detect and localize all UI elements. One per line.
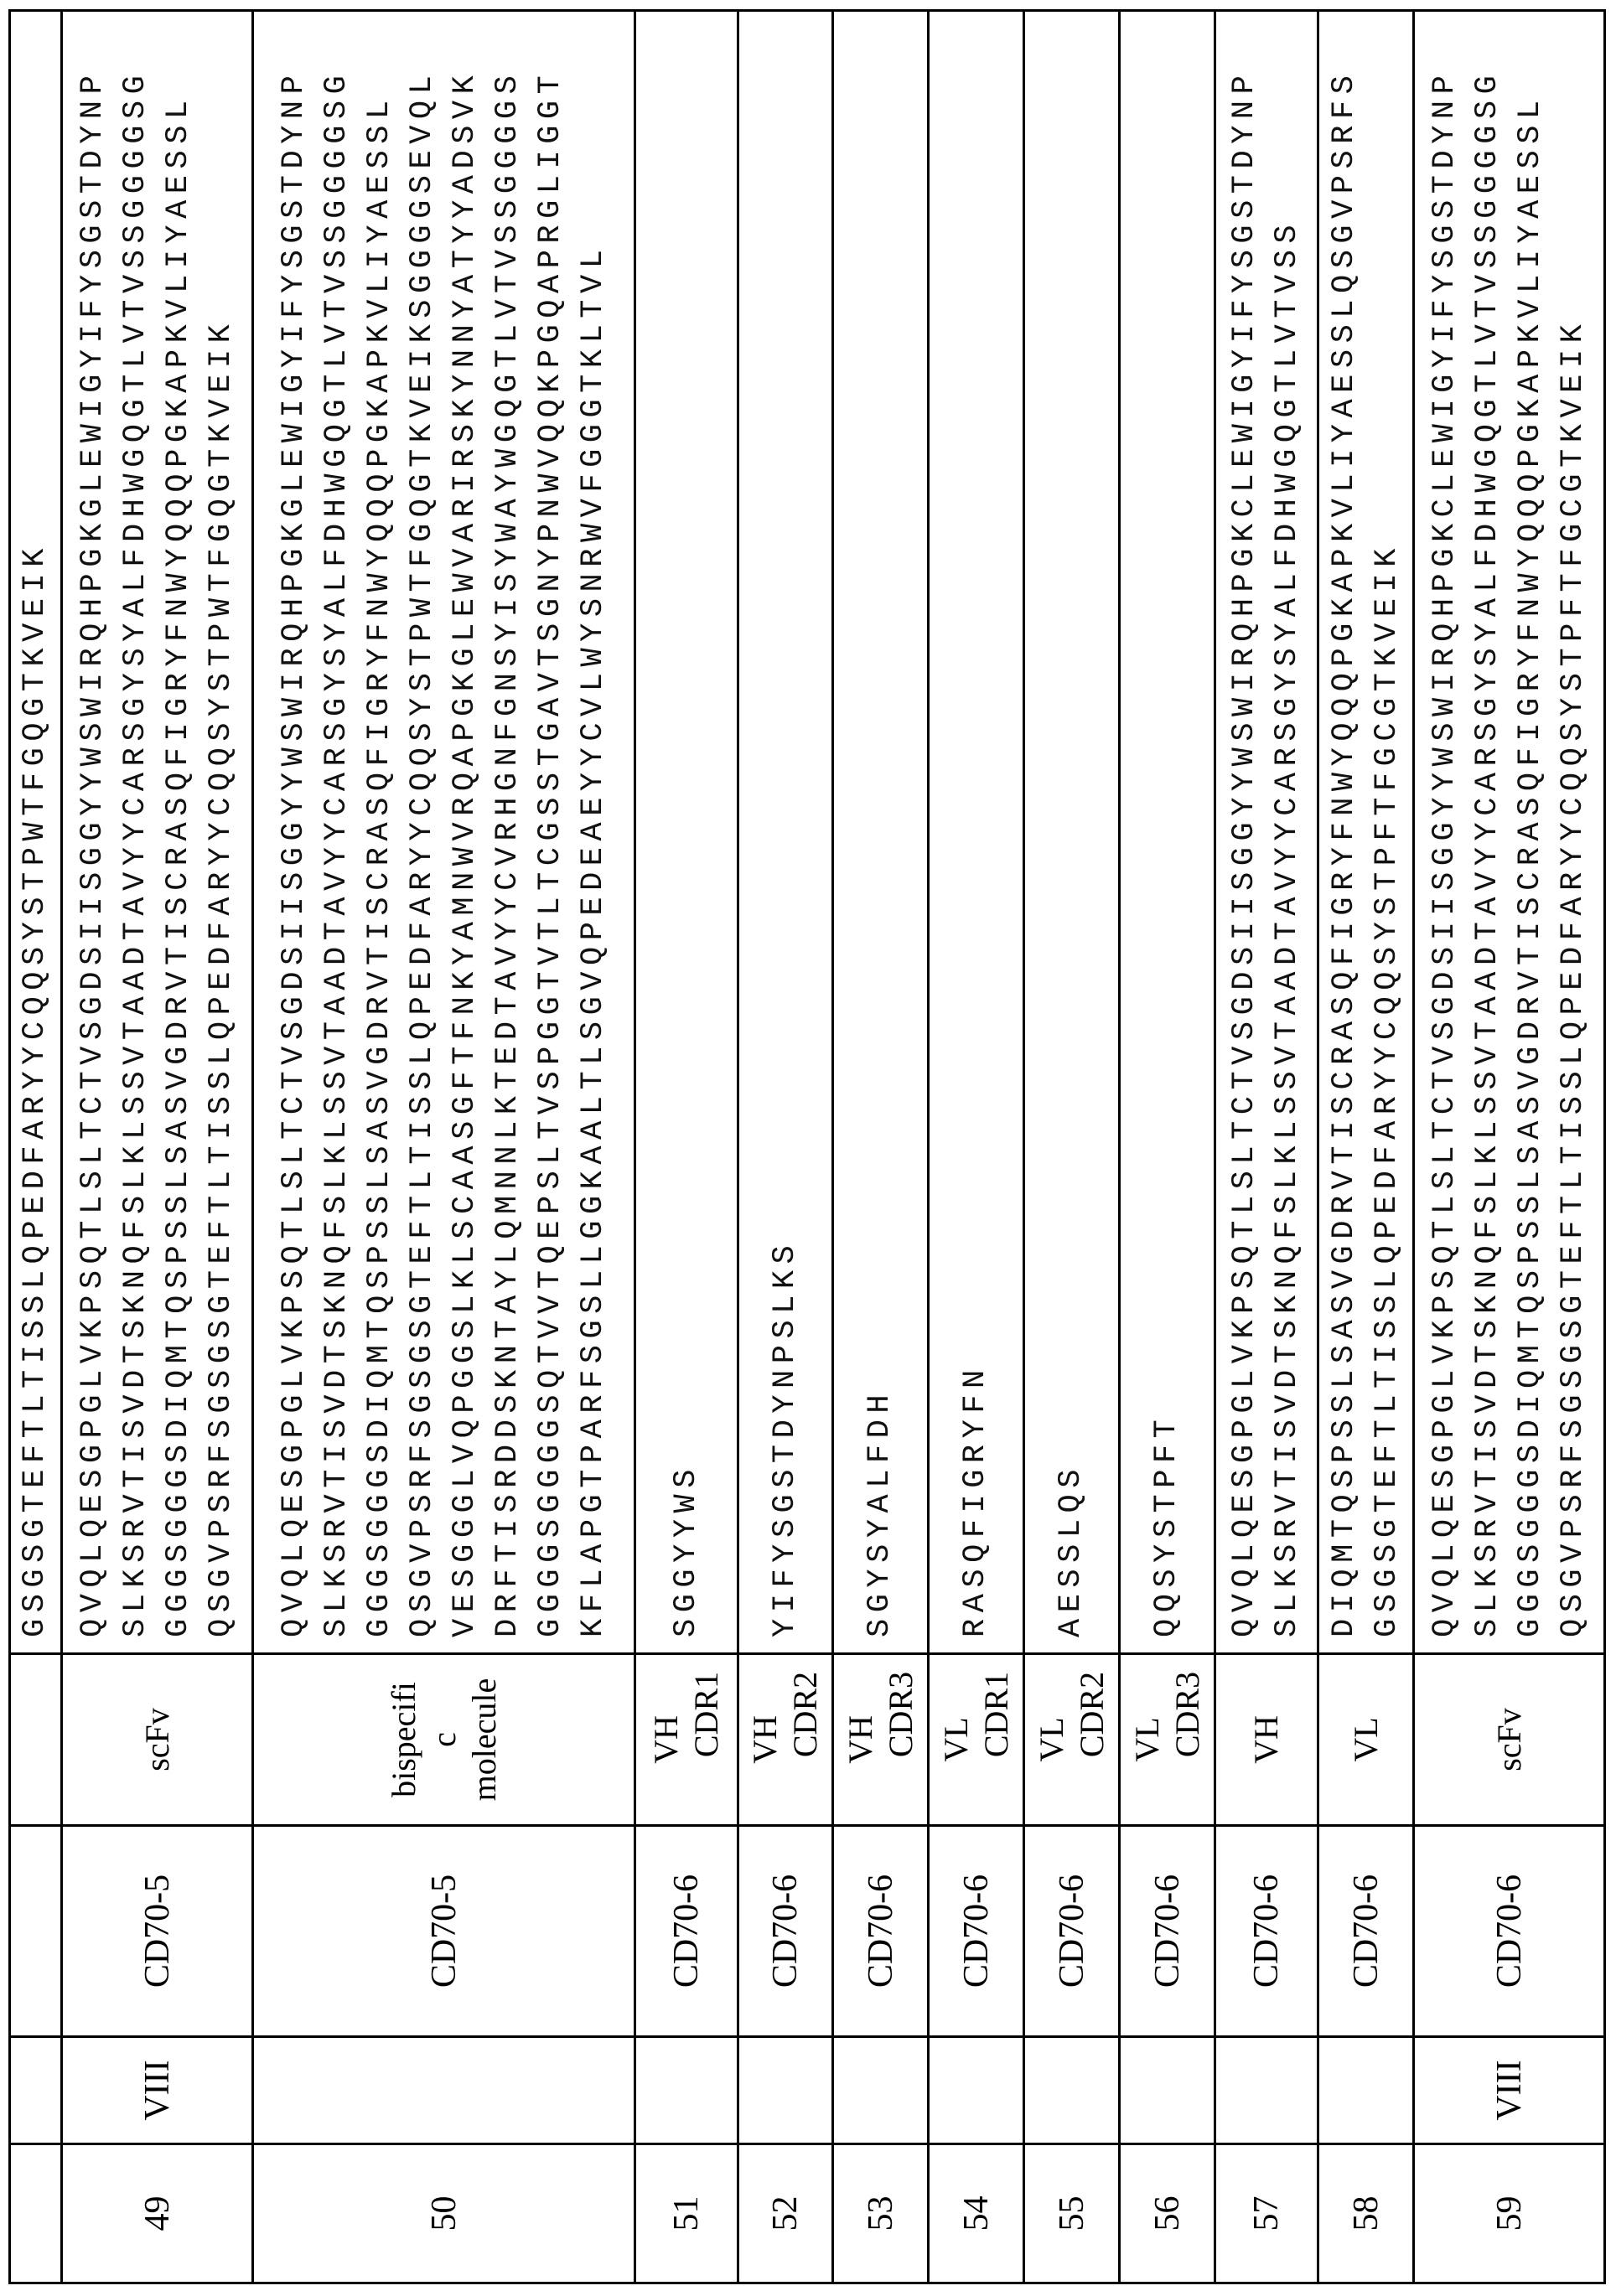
group-label xyxy=(1024,2037,1120,2144)
molecule-type xyxy=(62,1654,253,1826)
amino-acid-sequence xyxy=(738,11,833,1654)
molecule-type-line: CDR3 xyxy=(881,1655,921,1824)
sequence-line: QVQLQESGPGLVKPSQTLSLTCTVSGDSIISGGYYWSWIRQHPGKCLEWIGYIFYSGSTDYNP xyxy=(1424,12,1467,1637)
molecule-type xyxy=(833,1654,929,1826)
molecule-type-line: VL xyxy=(1127,1655,1168,1824)
sequence-line: SLKSRVTISVDTSKNQFSLKLSSVTAADTAVYYCARSGYSYALFDHWGQGTLVTVSSGGGGSG xyxy=(1467,12,1510,1637)
molecule-type-line: bispecifi xyxy=(384,1655,424,1824)
molecule-type xyxy=(253,1654,635,1826)
seq-id-number: 58 xyxy=(1318,2144,1414,2283)
table-row xyxy=(10,11,62,2283)
sequence-line: VESGGGLVQPGGSLKLSCAASGFTFNKYAMNWVRQAPGKGLEWVARIRSKYNNYATYYADSVK xyxy=(444,12,487,1637)
molecule-type xyxy=(1024,1654,1120,1826)
antibody-name: CD70-6 xyxy=(1318,1826,1414,2037)
sequence-line: QQSYSTPFT xyxy=(1146,12,1189,1637)
group-label: VIII xyxy=(62,2037,253,2144)
amino-acid-sequence xyxy=(635,11,738,1654)
sequence-line: SLKSRVTISVDTSKNQFSLKLSSVTAADTAVYYCARSGYSYALFDHWGQGTLVTVSS xyxy=(1266,12,1309,1637)
amino-acid-sequence xyxy=(929,11,1024,1654)
molecule-type-line: VH xyxy=(745,1655,785,1824)
sequence-line: KFLAPGTPARFSGSLLGGKAALTLSGVQPEDEAEYYCVLWYSNRWVFGGGTKLTVL xyxy=(572,12,615,1637)
antibody-name: CD70-5 xyxy=(253,1826,635,2037)
table-row xyxy=(1318,11,1414,2283)
sequence-line: SLKSRVTISVDTSKNQFSLKLSSVTAADTAVYYCARSGYSYALFDHWGQGTLVTVSSGGGGSG xyxy=(115,12,158,1637)
molecule-type-line: VL xyxy=(1032,1655,1072,1824)
molecule-type-line: CDR2 xyxy=(785,1655,826,1824)
amino-acid-sequence xyxy=(833,11,929,1654)
molecule-type xyxy=(635,1654,738,1826)
molecule-type xyxy=(1215,1654,1318,1826)
sequence-line: QSGVPSRFSGSGSGTEFTLTISSLQPEDFARYYCQQSYSTPWTFGQGTKVEIK xyxy=(200,12,243,1637)
molecule-type-line: VL xyxy=(1346,1655,1386,1824)
molecule-type-line: scFv xyxy=(1489,1655,1530,1824)
seq-id-number: 51 xyxy=(635,2144,738,2283)
table-row xyxy=(635,11,738,2283)
group-label xyxy=(833,2037,929,2144)
sequence-line: QVQLQESGPGLVKPSQTLSLTCTVSGDSIISGGYYWSWIRQHPGKCLEWIGYIFYSGSTDYNP xyxy=(1224,12,1266,1637)
table-row xyxy=(62,11,253,2283)
sequence-line: YIFYSGSTDYNPSLKS xyxy=(764,12,807,1637)
molecule-type xyxy=(1120,1654,1215,1826)
sequence-line: GGGGSGGGGSQTVVTQEPSLTVSPGGTVTLTCGSSTGAVTSGNYPNWVQQKPGQAPRGLIGGT xyxy=(530,12,572,1637)
group-label xyxy=(1318,2037,1414,2144)
molecule-type-line: CDR2 xyxy=(1072,1655,1112,1824)
document-page xyxy=(0,0,1616,2296)
amino-acid-sequence xyxy=(1318,11,1414,1654)
molecule-type-line: CDR1 xyxy=(686,1655,727,1824)
table-row xyxy=(1215,11,1318,2283)
sequence-line: GGGSGGGSDIQMTQSPSSLSASVGDRVTISCRASQFIGRYFNWYQQQPGKAPKVLIYAESSL xyxy=(158,12,200,1637)
antibody-name: CD70-6 xyxy=(929,1826,1024,2037)
antibody-name xyxy=(10,1826,62,2037)
antibody-name: CD70-6 xyxy=(1024,1826,1120,2037)
seq-id-number: 50 xyxy=(253,2144,635,2283)
sequence-line: QSGVPSRFSGSGSGTEFTLTISSLQPEDFARYYCQQSYSTPWTFGQGTKVEIKSGGGGSEVQL xyxy=(401,12,444,1637)
seq-id-number: 59 xyxy=(1414,2144,1605,2283)
molecule-type-line: CDR3 xyxy=(1168,1655,1208,1824)
seq-id-number xyxy=(10,2144,62,2283)
sequence-line: GSGSGTEFTLTISSLQPEDFARYYCQQSYSTPWTFGQGTKVEIK xyxy=(14,12,57,1637)
seq-id-number: 56 xyxy=(1120,2144,1215,2283)
sequence-line: SGYSYALFDH xyxy=(859,12,902,1637)
sequence-line: QVQLQESGPGLVKPSQTLSLTCTVSGDSIISGGYYWSWIRQHPGKGLEWIGYIFYSGSTDYNP xyxy=(72,12,115,1637)
sequence-line: GGGSGGGSDIQMTQSPSSLSASVGDRVTISCRASQFIGRYFNWYQQQPGKAPKVLIYAESSL xyxy=(1510,12,1552,1637)
antibody-name: CD70-6 xyxy=(1215,1826,1318,2037)
rotated-table-container xyxy=(8,12,1602,2284)
molecule-type-line: c xyxy=(424,1655,464,1824)
seq-id-number: 49 xyxy=(62,2144,253,2283)
sequence-line: AESSLQS xyxy=(1050,12,1093,1637)
sequence-line: GSGSGTEFTLTISSLQPEDFARYYCQQSYSTPFTFGCGTKVEIK xyxy=(1366,12,1409,1637)
sequence-table xyxy=(8,9,1606,2284)
amino-acid-sequence xyxy=(62,11,253,1654)
molecule-type-line: VH xyxy=(841,1655,881,1824)
group-label xyxy=(635,2037,738,2144)
antibody-name: CD70-6 xyxy=(738,1826,833,2037)
seq-id-number: 54 xyxy=(929,2144,1024,2283)
sequence-line: DRFTISRDDSKNTAYLQMNNLKTEDTAVYYCVRHGNFGNSYISYWAYWGQGTLVTVSSGGGGS xyxy=(487,12,530,1637)
group-label xyxy=(1215,2037,1318,2144)
sequence-line: QSGVPSRFSGSGSGTEFTLTISSLQPEDFARYYCQQSYSTPFTFGCGTKVEIK xyxy=(1552,12,1595,1637)
amino-acid-sequence xyxy=(10,11,62,1654)
antibody-name: CD70-6 xyxy=(833,1826,929,2037)
seq-id-number: 52 xyxy=(738,2144,833,2283)
table-row xyxy=(738,11,833,2283)
sequence-line: QVQLQESGPGLVKPSQTLSLTCTVSGDSIISGGYYWSWIRQHPGKGLEWIGYIFYSGSTDYNP xyxy=(273,12,316,1637)
sequence-line: RASQFIGRYFN xyxy=(955,12,997,1637)
molecule-type-line: VH xyxy=(646,1655,686,1824)
molecule-type xyxy=(10,1654,62,1826)
antibody-name: CD70-6 xyxy=(635,1826,738,2037)
table-row xyxy=(1024,11,1120,2283)
table-row xyxy=(833,11,929,2283)
amino-acid-sequence xyxy=(1120,11,1215,1654)
amino-acid-sequence xyxy=(253,11,635,1654)
table-row xyxy=(1120,11,1215,2283)
amino-acid-sequence xyxy=(1215,11,1318,1654)
seq-id-number: 55 xyxy=(1024,2144,1120,2283)
sequence-table-body xyxy=(10,11,1605,2283)
molecule-type xyxy=(1414,1654,1605,1826)
table-row xyxy=(929,11,1024,2283)
table-row xyxy=(1414,11,1605,2283)
molecule-type xyxy=(1318,1654,1414,1826)
sequence-line: SLKSRVTISVDTSKNQFSLKLSSVTAADTAVYYCARSGYSYALFDHWGQGTLVTVSSGGGGSG xyxy=(316,12,359,1637)
group-label xyxy=(253,2037,635,2144)
antibody-name: CD70-6 xyxy=(1414,1826,1605,2037)
sequence-line: DIQMTQSPSSLSASVGDRVTISCRASQFIGRYFNWYQQQPGKAPKVLIYAESSLQSGVPSRFS xyxy=(1323,12,1366,1637)
molecule-type xyxy=(738,1654,833,1826)
molecule-type-line: VL xyxy=(936,1655,976,1824)
sequence-line: SGGYYWS xyxy=(666,12,708,1637)
amino-acid-sequence xyxy=(1024,11,1120,1654)
molecule-type-line: VH xyxy=(1246,1655,1287,1824)
molecule-type xyxy=(929,1654,1024,1826)
group-label: VIII xyxy=(1414,2037,1605,2144)
sequence-line: GGGSGGGSDIQMTQSPSSLSASVGDRVTISCRASQFIGRYFNWYQQQPGKAPKVLIYAESSL xyxy=(359,12,401,1637)
molecule-type-line: scFv xyxy=(137,1655,178,1824)
antibody-name: CD70-6 xyxy=(1120,1826,1215,2037)
group-label xyxy=(929,2037,1024,2144)
group-label xyxy=(1120,2037,1215,2144)
seq-id-number: 57 xyxy=(1215,2144,1318,2283)
table-row xyxy=(253,11,635,2283)
group-label xyxy=(738,2037,833,2144)
antibody-name: CD70-5 xyxy=(62,1826,253,2037)
group-label xyxy=(10,2037,62,2144)
seq-id-number: 53 xyxy=(833,2144,929,2283)
molecule-type-line: molecule xyxy=(464,1655,505,1824)
molecule-type-line: CDR1 xyxy=(976,1655,1017,1824)
amino-acid-sequence xyxy=(1414,11,1605,1654)
